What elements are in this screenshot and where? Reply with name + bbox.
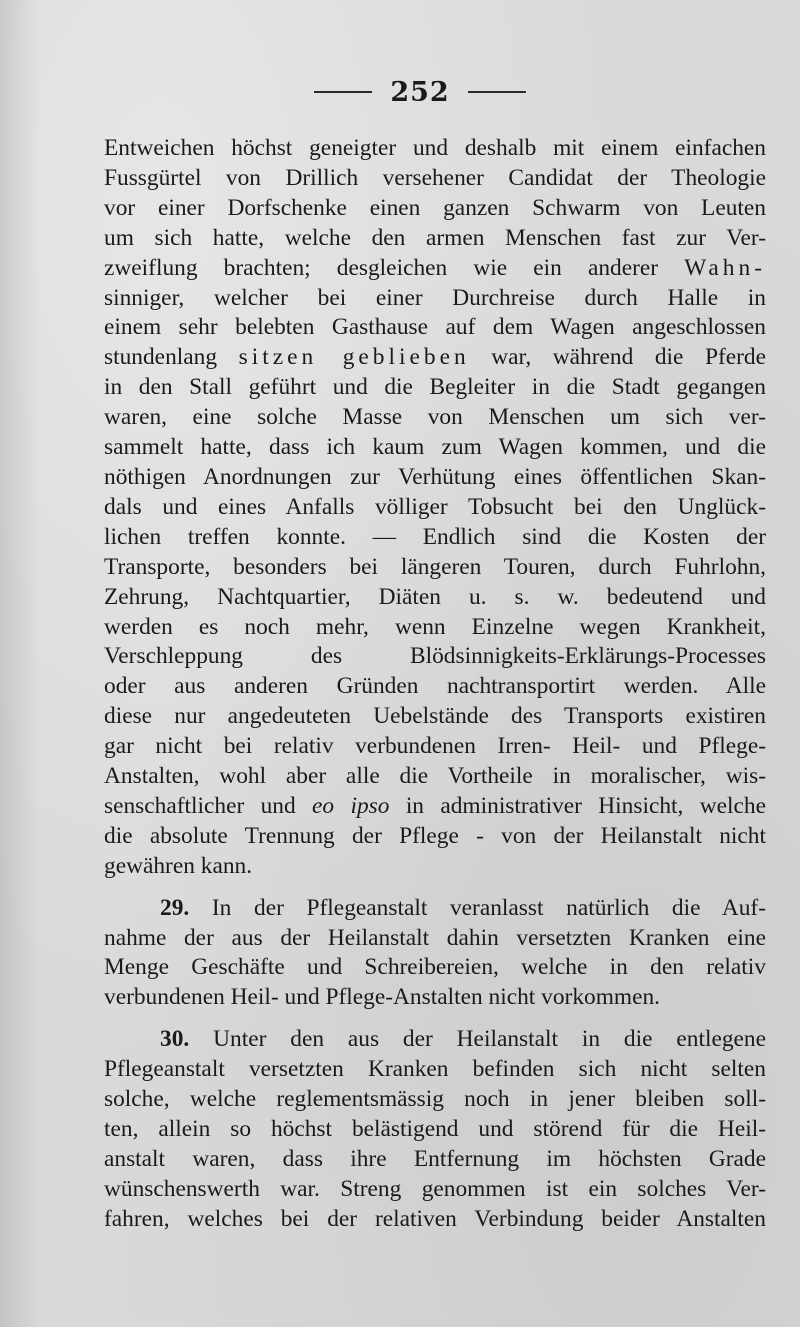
text-line (104, 894, 766, 924)
text-line: sinniger, welcher bei einer Durchreise durch Halle in (104, 284, 766, 311)
header-rule-right (468, 91, 526, 93)
text-line: gewähren kann. (104, 852, 253, 879)
text-segment: war, während die Pferde (491, 344, 766, 371)
text-line (104, 254, 766, 284)
text-line: gar nicht bei relativ verbundenen Irren- Heil- und Pflege- (104, 733, 766, 760)
text-line: fahren, welches bei der relativen Verbindung beider Anstalten (104, 1205, 766, 1232)
text-line: nahme der aus der Heilanstalt dahin versetzten Kranken eine (104, 924, 766, 951)
text-line: einem sehr belebten Gasthause auf dem Wagen angeschlossen (104, 314, 766, 341)
text-line: nöthigen Anordnungen zur Verhütung eines öffentlichen Skan- (104, 463, 766, 490)
text-line: sammelt hatte, dass ich kaum zum Wagen kommen, und die (104, 434, 766, 461)
text-line: wünschenswerth war. Streng genommen ist ein solches Ver- (104, 1175, 766, 1202)
text-line (104, 792, 766, 822)
text-line: um sich hatte, welche den armen Menschen fast zur Ver- (104, 224, 766, 251)
paragraph-29 (104, 894, 766, 1014)
section-number: 30. (160, 1026, 190, 1053)
text-line: Fussgürtel von Drillich versehener Candidat der Theologie (104, 164, 766, 191)
text-line: anstalt waren, dass ihre Entfernung im höchsten Grade (104, 1145, 766, 1172)
text-segment: stundenlang (104, 344, 218, 371)
text-line: lichen treffen konnte. — Endlich sind die Kosten der (104, 523, 766, 550)
text-line: Verschleppung des Blödsinnigkeits-Erklärungs-Processes (104, 643, 766, 670)
text-line: dals und eines Anfalls völliger Tobsucht bei den Unglück- (104, 493, 766, 520)
paragraph-continued (104, 134, 766, 882)
header-rule-left (314, 91, 372, 93)
text-line: vor einer Dorfschenke einen ganzen Schwarm von Leuten (104, 194, 766, 221)
text-line: Anstalten, wohl aber alle die Vortheile in moralischer, wis- (104, 763, 766, 790)
text-segment: senschaftlicher und (104, 792, 296, 819)
text-line: werden es noch mehr, wenn Einzelne wegen Krankheit, (104, 613, 766, 640)
page-number: 252 (390, 76, 450, 108)
text-line: Transporte, besonders bei längeren Touren, durch Fuhrlohn, (104, 553, 766, 580)
paragraph-30 (104, 1025, 766, 1234)
text-line: Zehrung, Nachtquartier, Diäten u. s. w. bedeutend und (104, 583, 766, 610)
italic-phrase: eo ipso (312, 792, 390, 819)
text-line: ten, allein so höchst belästigend und störend für die Heil- (104, 1116, 766, 1142)
text-line: diese nur angedeuteten Uebelstände des Transports existiren (104, 703, 766, 730)
text-line: waren, eine solche Masse von Menschen um sich ver- (104, 404, 766, 431)
text-line: Pflegeanstalt versetzten Kranken befinden sich nicht selten (104, 1056, 766, 1083)
text-segment: zweiflung brachten; desgleichen wie ein anderer (104, 254, 659, 281)
text-line: oder aus anderen Gründen nachtransportirt werden. Alle (104, 673, 766, 700)
text-line: in den Stall geführt und die Begleiter in die Stadt gegangen (104, 374, 766, 401)
section-number: 29. (160, 894, 190, 921)
text-segment: In der Pflegeanstalt veranlasst natürlich die Auf- (211, 894, 766, 921)
emphasized-phrase: sitzen geblieben (238, 344, 470, 371)
page-gutter-shadow (0, 0, 40, 1327)
text-line: verbundenen Heil- und Pflege-Anstalten nicht vorkommen. (104, 984, 661, 1011)
text-line (104, 343, 766, 373)
text-line: Entweichen höchst geneigter und deshalb mit einem einfachen (104, 135, 766, 161)
text-segment: in administrativer Hinsicht, welche (405, 792, 766, 819)
emphasized-word: Wahn- (684, 254, 766, 281)
text-line: Menge Geschäfte und Schreibereien, welche in den relativ (104, 954, 766, 981)
text-segment: Unter den aus der Heilanstalt in die entlegene (213, 1026, 766, 1053)
text-line: die absolute Trennung der Pflege - von der Heilanstalt nicht (104, 822, 766, 849)
text-line (104, 1025, 766, 1055)
page-header (74, 72, 766, 112)
text-line: solche, welche reglementsmässig noch in jener bleiben soll- (104, 1086, 766, 1113)
